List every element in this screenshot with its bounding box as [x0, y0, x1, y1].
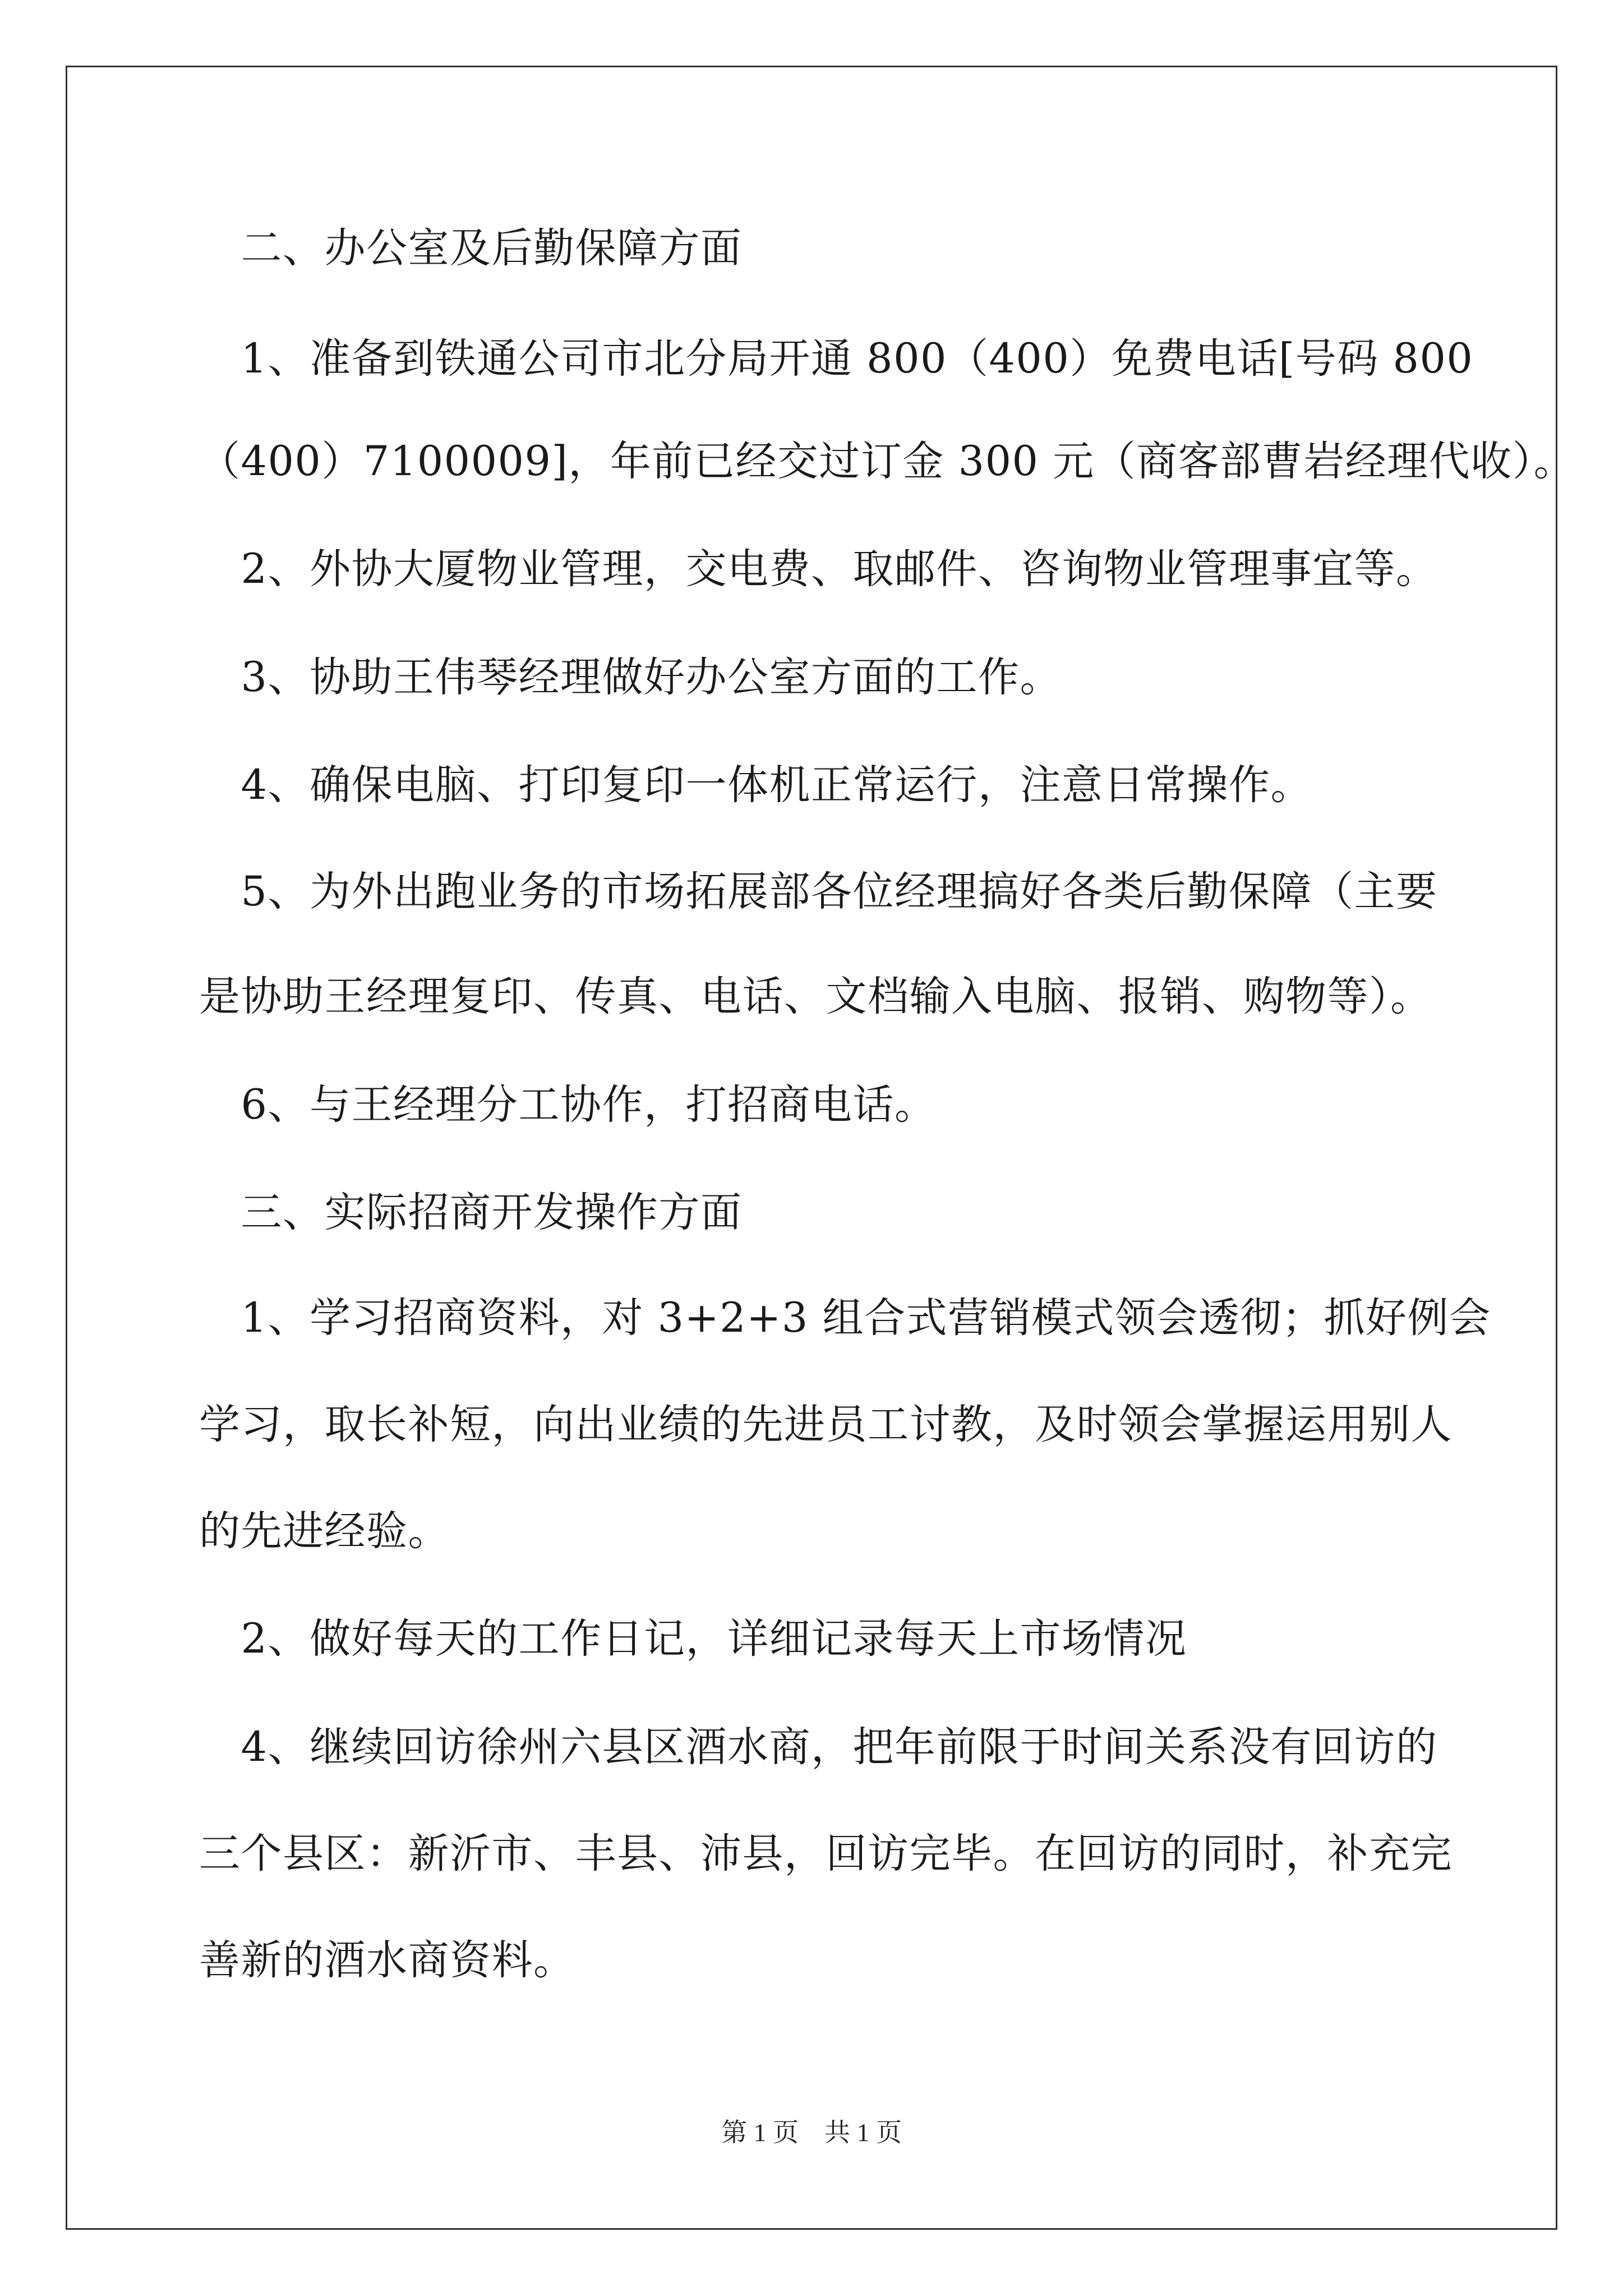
- section-heading-office: 二、办公室及后勤保障方面: [199, 224, 743, 272]
- paragraph-line: 6、与王经理分工协作，打招商电话。: [199, 1081, 937, 1129]
- paragraph-line: 的先进经验。: [199, 1507, 450, 1555]
- paragraph-line: 2、外协大厦物业管理，交电费、取邮件、咨询物业管理事宜等。: [199, 545, 1438, 593]
- paragraph-line: 4、继续回访徐州六县区酒水商，把年前限于时间关系没有回访的: [199, 1723, 1438, 1771]
- paragraph-line: （400）7100009]，年前已经交过订金 300 元（商客部曹岩经理代收）。: [199, 438, 1576, 485]
- paragraph-line: 5、为外出跑业务的市场拓展部各位经理搞好各类后勤保障（主要: [199, 868, 1438, 915]
- paragraph-line: 三个县区：新沂市、丰县、沛县，回访完毕。在回访的同时，补充完: [199, 1830, 1453, 1878]
- paragraph-line: 学习，取长补短，向出业绩的先进员工讨教，及时领会掌握运用别人: [199, 1401, 1453, 1448]
- section-heading-marketing: 三、实际招商开发操作方面: [199, 1189, 743, 1236]
- paragraph-line: 4、确保电脑、打印复印一体机正常运行，注意日常操作。: [199, 761, 1312, 809]
- page-footer: 第 1 页 共 1 页: [721, 2118, 902, 2147]
- paragraph-line: 1、学习招商资料，对 3+2+3 组合式营销模式领会透彻；抓好例会: [199, 1294, 1491, 1342]
- paragraph-line: 是协助王经理复印、传真、电话、文档输入电脑、报销、购物等）。: [199, 973, 1432, 1020]
- paragraph-line: 2、做好每天的工作日记，详细记录每天上市场情况: [199, 1615, 1187, 1663]
- paragraph-line: 善新的酒水商资料。: [199, 1936, 575, 1984]
- page-border: [66, 66, 1557, 2230]
- paragraph-line: 3、协助王伟琴经理做好办公室方面的工作。: [199, 654, 1062, 701]
- paragraph-line: 1、准备到铁通公司市北分局开通 800（400）免费电话[号码 800: [199, 335, 1474, 383]
